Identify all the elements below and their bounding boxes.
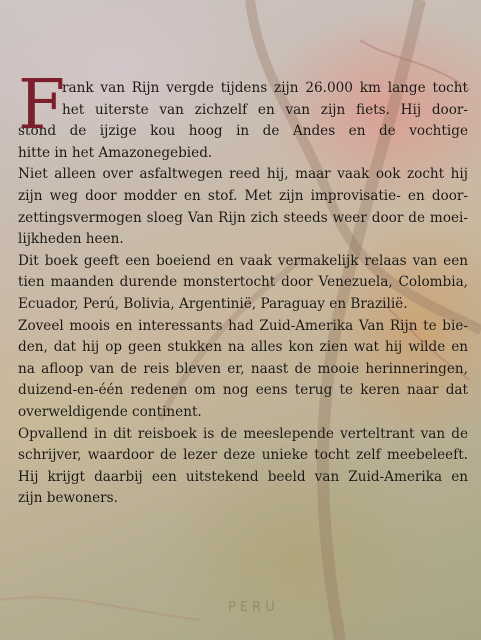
text-line: hitte in het Amazonegebied. — [18, 144, 213, 161]
paragraph-3 — [18, 251, 468, 316]
text-line: schrijver, waardoor de lezer deze unieke tocht zelf meebeleeft. — [18, 447, 468, 464]
paragraph-5 — [18, 424, 468, 510]
text-line: stond de ijzige kou hoog in de Andes en de vochtige — [18, 123, 468, 140]
text-line: het uiterste van zichzelf en van zijn fiets. Hij door- — [62, 101, 468, 118]
paragraph-1 — [18, 78, 468, 164]
text-line: na afloop van de reis bleven er, naast de mooie herinneringen, — [18, 360, 468, 377]
blurb-text — [18, 66, 468, 510]
text-line: lijkheden heen. — [18, 231, 124, 248]
text-line: Zoveel moois en interessants had Zuid-Amerika Van Rijn te bie- — [18, 317, 468, 334]
text-line: zijn bewoners. — [18, 490, 118, 507]
paragraph-4 — [18, 316, 468, 424]
paragraph-2 — [18, 164, 468, 250]
text-line: Niet alleen over asfaltwegen reed hij, maar vaak ook zocht hij — [18, 166, 468, 183]
text-line: Dit boek geeft een boeiend en vaak vermakelijk relaas van een — [18, 252, 468, 269]
text-line: rank van Rijn vergde tijdens zijn 26.000 km lange tocht — [62, 80, 468, 96]
text-line: Hij krijgt daarbij een uitstekend beeld van Zuid-Amerika en — [18, 468, 468, 485]
text-line: zettingsvermogen sloeg Van Rijn zich steeds weer door de moei- — [18, 209, 468, 226]
text-line: Ecuador, Perú, Bolivia, Argentinië, Paraguay en Brazilië. — [18, 295, 408, 312]
text-line: Opvallend in dit reisboek is de meeslepende verteltrant van de — [18, 425, 468, 442]
drop-cap-letter: F — [18, 66, 66, 145]
text-line: duizend-en-één redenen om nog eens terug te keren naar dat — [18, 382, 468, 399]
map-label-peru: PERU — [228, 600, 279, 615]
text-line: den, dat hij op geen stukken na alles kon zien wat hij wilde en — [18, 339, 468, 356]
text-line: zijn weg door modder en stof. Met zijn improvisatie- en door- — [18, 187, 468, 204]
text-line: overweldigende continent. — [18, 403, 202, 420]
text-line: tien maanden durende monstertocht door Venezuela, Colombia, — [18, 274, 468, 291]
